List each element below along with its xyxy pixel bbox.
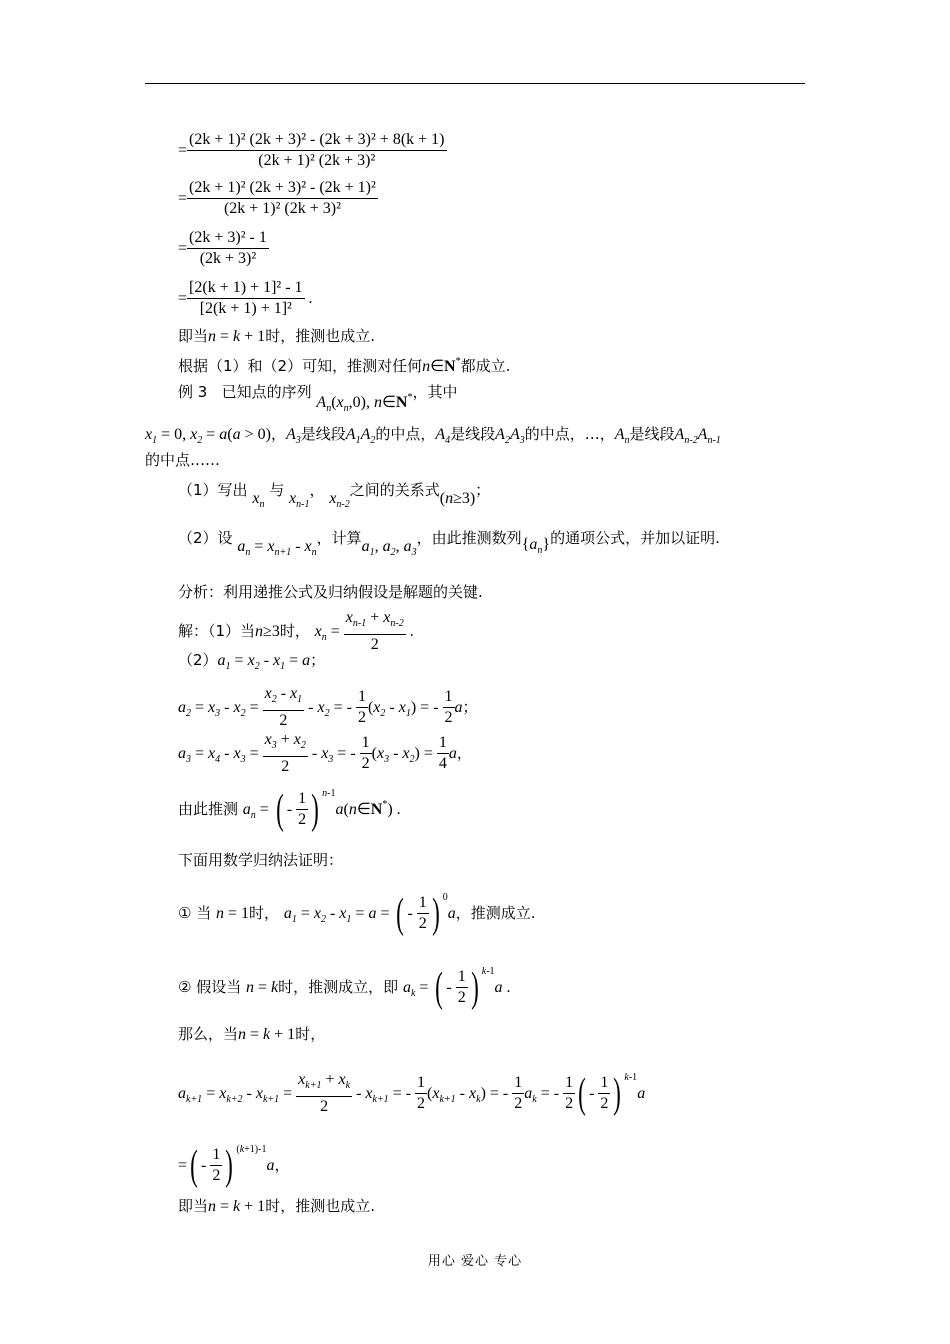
question-1: （1）写出 $x_n$ 与 $x_{n-1}$， $x_{n-2}$之间的关系式(n≥3)； [178, 481, 491, 510]
derivation-line-1: = $\frac{\text{(2k + 1)² (2k + 3)² - (2k + 3)² + 8(k + 1)}}{\text{(2k + 1)² (2k + 3)²}}$ [178, 131, 445, 169]
example-3-heading: 例 3 已知点的序列 $A_n(x_n,0)$, n∈N*，其中 [178, 383, 458, 414]
fraction: $\frac{x_{n-1} + x_{n-2}}{2}$ [345, 609, 404, 653]
header-rule [145, 83, 805, 84]
conclusion-line: 即当n = k + 1时，推测也成立. [178, 327, 375, 345]
derivation-line-4: = $\frac{\text{[2(k + 1) + 1]² - 1}}{\text{[2(k + 1) + 1]²}}$ . [178, 279, 313, 317]
induction-step-2: ② 假设当 n = k时，推测成立，即 $a_k$ = ( - $\frac{1}{2}$ ) $^{k-1}$a . [178, 964, 511, 1011]
derivation-line-3: = $\frac{\text{(2k + 3)² - 1}}{\text{(2k + 3)²}}$ [178, 229, 267, 267]
fraction: $\frac{\text{(2k + 3)² - 1}}{\text{(2k + 3)²}}$ [189, 229, 267, 267]
fraction: $\frac{\text{[2(k + 1) + 1]² - 1}}{\text{[2(k + 1) + 1]²}}$ [189, 279, 303, 317]
analysis-line: 分析：利用递推公式及归纳假设是解题的关键. [178, 583, 483, 601]
page-footer: 用心 爱心 专心 [427, 1254, 523, 1269]
solution-a3: $a_3 = x_4 - x_3$ = $\frac{x_3 + x_2}{2}$ - $x_3$ = - $\frac{1}{2}$ $(x_3 - x_2)$ = $\frac{1}{4}$ a， [178, 731, 472, 775]
basis-line: 根据（1）和（2）可知，推测对任何n∈N*都成立. [178, 356, 511, 375]
example-3-condition-cont: 的中点…… [145, 451, 221, 469]
derivation-line-2: = $\frac{\text{(2k + 1)² (2k + 3)² - (2k + 1)²}}{\text{(2k + 1)² (2k + 3)²}}$ [178, 179, 376, 217]
fraction: $\frac{\text{(2k + 1)² (2k + 3)² - (2k + 3)² + 8(k + 1)}}{\text{(2k + 1)² (2k + 3)²}}$ [189, 131, 445, 169]
solution-part-1: 解：（1）当n≥3时， $x_n$ = $\frac{x_{n-1} + x_{n-2}}{2}$ . [178, 609, 414, 653]
solution-a2: $a_2 = x_3 - x_2$ = $\frac{x_2 - x_1}{2}$ - $x_2$ = - $\frac{1}{2}$ $(x_2 - x_1)$ = - $\frac{1}{2}$ a； [178, 685, 478, 729]
fraction: $\frac{\text{(2k + 1)² (2k + 3)² - (2k + 1)²}}{\text{(2k + 1)² (2k + 3)²}}$ [189, 179, 376, 217]
induction-derivation: $a_{k+1} = x_{k+2} - x_{k+1}$ = $\frac{x_{k+1} + x_k}{2}$ - $x_{k+1}$ = - $\frac{1}{2}$ $(x_{k+1} - x_k)$ = - $\frac{1}{2}$ $a_k$ = - $\frac{1}{2}$ ( - $\frac{1}{2}$ ) $^{k-1}$a [178, 1070, 646, 1117]
question-2: （2）设 $a_n = x_{n+1} - x_n$，计算$a_1$, $a_2$, $a_3$，由此推测数列$\{a_n\}$的通项公式，并加以证明. [178, 529, 720, 558]
solution-part-2-a1: $(2)a_1 = x_2 - x_1 = a$； [178, 651, 326, 672]
then-line: 那么，当n = k + 1时， [178, 1025, 326, 1043]
induction-heading: 下面用数学归纳法证明： [178, 851, 344, 869]
guess-line: 由此推测 $a_n$ = ( - $\frac{1}{2}$ ) $^{n-1}$a(n∈N*) . [178, 786, 401, 833]
induction-step-1: ① 当 n = 1时， $a_1 = x_2 - x_1 = a$ = ( - $\frac{1}{2}$ ) $^0$a，推测成立. [178, 890, 536, 937]
example-3-condition: $x_1 = 0$, $x_2 = a(a > 0)$，$A_3$是线段$A_1A_2$的中点，$A_4$是线段$A_2A_3$的中点，…，$A_n$是线段$A_{n-2}A_{n-1}$ [145, 425, 721, 446]
induction-result: =( - $\frac{1}{2}$ ) $^{(k+1)-1}$a， [178, 1142, 290, 1189]
final-conclusion: 即当n = k + 1时，推测也成立. [178, 1197, 375, 1215]
